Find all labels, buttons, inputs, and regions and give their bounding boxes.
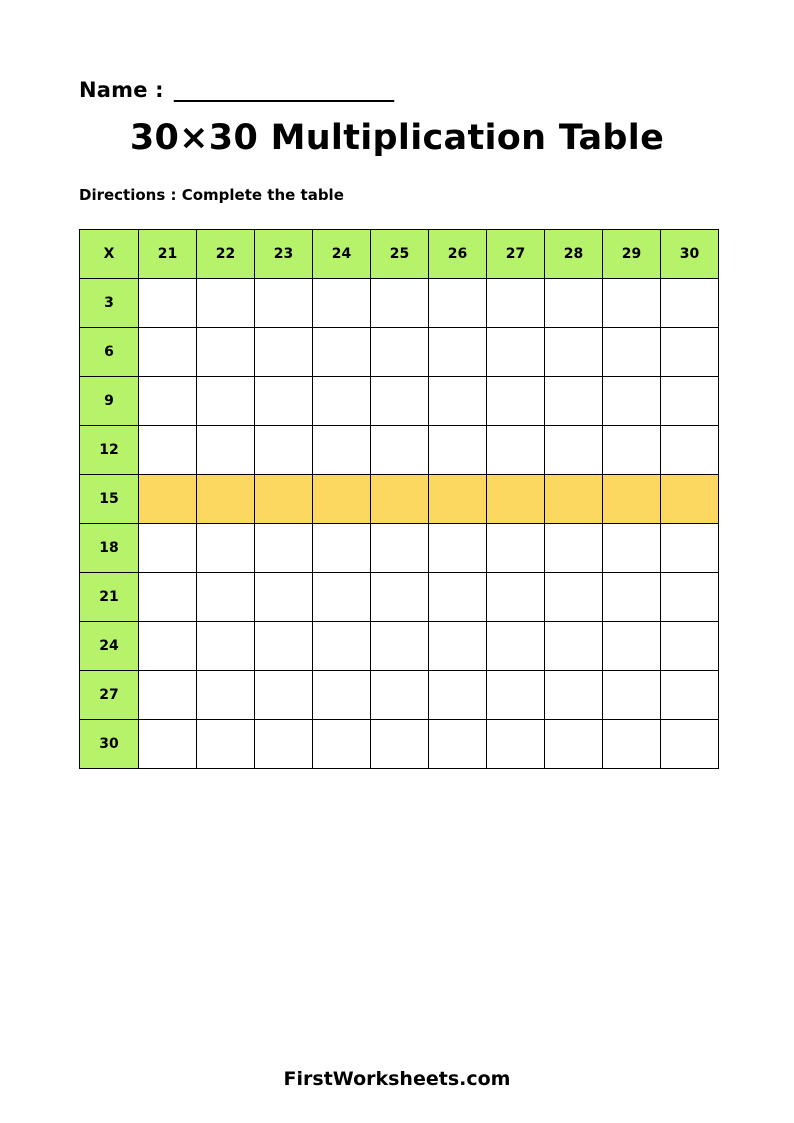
table-cell[interactable] [429,671,487,720]
table-cell-highlighted[interactable] [139,475,197,524]
table-cell[interactable] [603,720,661,769]
table-column-header: 25 [371,230,429,279]
table-cell[interactable] [371,279,429,328]
table-cell[interactable] [487,328,545,377]
table-cell[interactable] [255,328,313,377]
table-column-header: 28 [545,230,603,279]
table-row-header: 15 [80,475,139,524]
table-column-header: 24 [313,230,371,279]
table-cell[interactable] [545,671,603,720]
table-cell[interactable] [429,622,487,671]
table-cell[interactable] [545,279,603,328]
table-cell[interactable] [255,573,313,622]
table-cell[interactable] [487,671,545,720]
table-cell[interactable] [661,671,719,720]
table-cell[interactable] [603,328,661,377]
table-column-header: 29 [603,230,661,279]
table-cell[interactable] [197,279,255,328]
table-cell[interactable] [313,671,371,720]
table-cell[interactable] [197,573,255,622]
table-cell[interactable] [487,377,545,426]
table-column-header: 27 [487,230,545,279]
table-cell-highlighted[interactable] [487,475,545,524]
table-cell[interactable] [545,524,603,573]
table-row [80,524,719,573]
table-cell[interactable] [545,622,603,671]
table-cell[interactable] [603,426,661,475]
table-cell[interactable] [603,671,661,720]
table-cell[interactable] [545,573,603,622]
table-cell[interactable] [197,426,255,475]
table-cell-highlighted[interactable] [661,475,719,524]
table-cell[interactable] [661,524,719,573]
table-cell[interactable] [429,426,487,475]
table-cell[interactable] [139,622,197,671]
table-cell[interactable] [313,622,371,671]
table-cell[interactable] [139,720,197,769]
table-cell[interactable] [255,622,313,671]
table-row-header: 21 [80,573,139,622]
table-header-row [80,230,719,279]
table-cell[interactable] [603,524,661,573]
page-title: 30×30 Multiplication Table [129,118,665,158]
table-cell[interactable] [371,622,429,671]
table-cell[interactable] [371,328,429,377]
table-cell[interactable] [139,328,197,377]
table-cell[interactable] [661,328,719,377]
table-cell[interactable] [371,573,429,622]
table-cell[interactable] [255,524,313,573]
table-row [80,671,719,720]
table-cell[interactable] [429,524,487,573]
table-cell[interactable] [429,377,487,426]
table-cell[interactable] [661,720,719,769]
table-row-header: 30 [80,720,139,769]
table-column-header: 21 [139,230,197,279]
name-field-row [79,78,394,102]
table-cell[interactable] [487,524,545,573]
table-cell[interactable] [661,573,719,622]
table-row [80,573,719,622]
footer-branding: FirstWorksheets.com [283,1068,511,1090]
table-cell[interactable] [487,279,545,328]
table-row-header: 24 [80,622,139,671]
table-corner-cell: X [80,230,139,279]
table-cell-highlighted[interactable] [313,475,371,524]
table-cell[interactable] [487,426,545,475]
table-cell[interactable] [661,279,719,328]
table-cell[interactable] [255,279,313,328]
table-cell[interactable] [603,622,661,671]
table-cell[interactable] [371,524,429,573]
table-row-header: 6 [80,328,139,377]
table-row-header: 12 [80,426,139,475]
table-cell[interactable] [197,720,255,769]
table-row [80,377,719,426]
multiplication-grid-wrapper [79,229,719,769]
table-cell[interactable] [545,377,603,426]
table-cell-highlighted[interactable] [429,475,487,524]
table-cell[interactable] [487,720,545,769]
table-row [80,622,719,671]
table-cell[interactable] [487,622,545,671]
table-row [80,475,719,524]
table-cell[interactable] [139,671,197,720]
table-cell[interactable] [545,426,603,475]
table-cell[interactable] [197,377,255,426]
table-cell[interactable] [371,720,429,769]
table-cell[interactable] [603,279,661,328]
table-cell[interactable] [371,377,429,426]
table-cell[interactable] [197,328,255,377]
table-cell[interactable] [545,328,603,377]
table-cell-highlighted[interactable] [603,475,661,524]
table-cell[interactable] [255,671,313,720]
table-cell[interactable] [371,671,429,720]
multiplication-table [79,229,719,769]
table-row [80,426,719,475]
table-cell[interactable] [255,720,313,769]
table-cell[interactable] [313,720,371,769]
table-cell[interactable] [371,426,429,475]
table-row-header: 27 [80,671,139,720]
table-cell[interactable] [661,426,719,475]
table-cell[interactable] [603,377,661,426]
table-cell[interactable] [313,524,371,573]
table-cell[interactable] [429,573,487,622]
table-cell[interactable] [139,279,197,328]
table-cell[interactable] [197,622,255,671]
table-cell[interactable] [545,720,603,769]
table-cell[interactable] [313,377,371,426]
table-row [80,279,719,328]
table-cell[interactable] [139,573,197,622]
table-cell[interactable] [429,720,487,769]
table-cell[interactable] [603,573,661,622]
table-cell[interactable] [139,426,197,475]
table-cell-highlighted[interactable] [545,475,603,524]
table-row-header: 18 [80,524,139,573]
table-cell-highlighted[interactable] [255,475,313,524]
table-cell[interactable] [139,377,197,426]
table-cell[interactable] [313,573,371,622]
table-cell[interactable] [661,622,719,671]
table-cell[interactable] [487,573,545,622]
table-column-header: 22 [197,230,255,279]
table-cell[interactable] [661,377,719,426]
table-column-header: 30 [661,230,719,279]
table-column-header: 26 [429,230,487,279]
table-column-header: 23 [255,230,313,279]
table-cell[interactable] [313,279,371,328]
table-row [80,720,719,769]
table-row-header: 9 [80,377,139,426]
table-cell[interactable] [197,524,255,573]
table-cell[interactable] [313,328,371,377]
table-cell[interactable] [429,328,487,377]
table-cell-highlighted[interactable] [371,475,429,524]
table-cell[interactable] [255,377,313,426]
table-cell[interactable] [255,426,313,475]
name-blank-line[interactable]: ______________________ [173,78,394,102]
table-cell[interactable] [313,426,371,475]
table-cell-highlighted[interactable] [197,475,255,524]
table-cell[interactable] [429,279,487,328]
directions-text: Directions : Complete the table [79,186,344,204]
table-row-header: 3 [80,279,139,328]
table-row [80,328,719,377]
table-cell[interactable] [197,671,255,720]
table-cell[interactable] [139,524,197,573]
name-label: Name : [79,78,164,102]
